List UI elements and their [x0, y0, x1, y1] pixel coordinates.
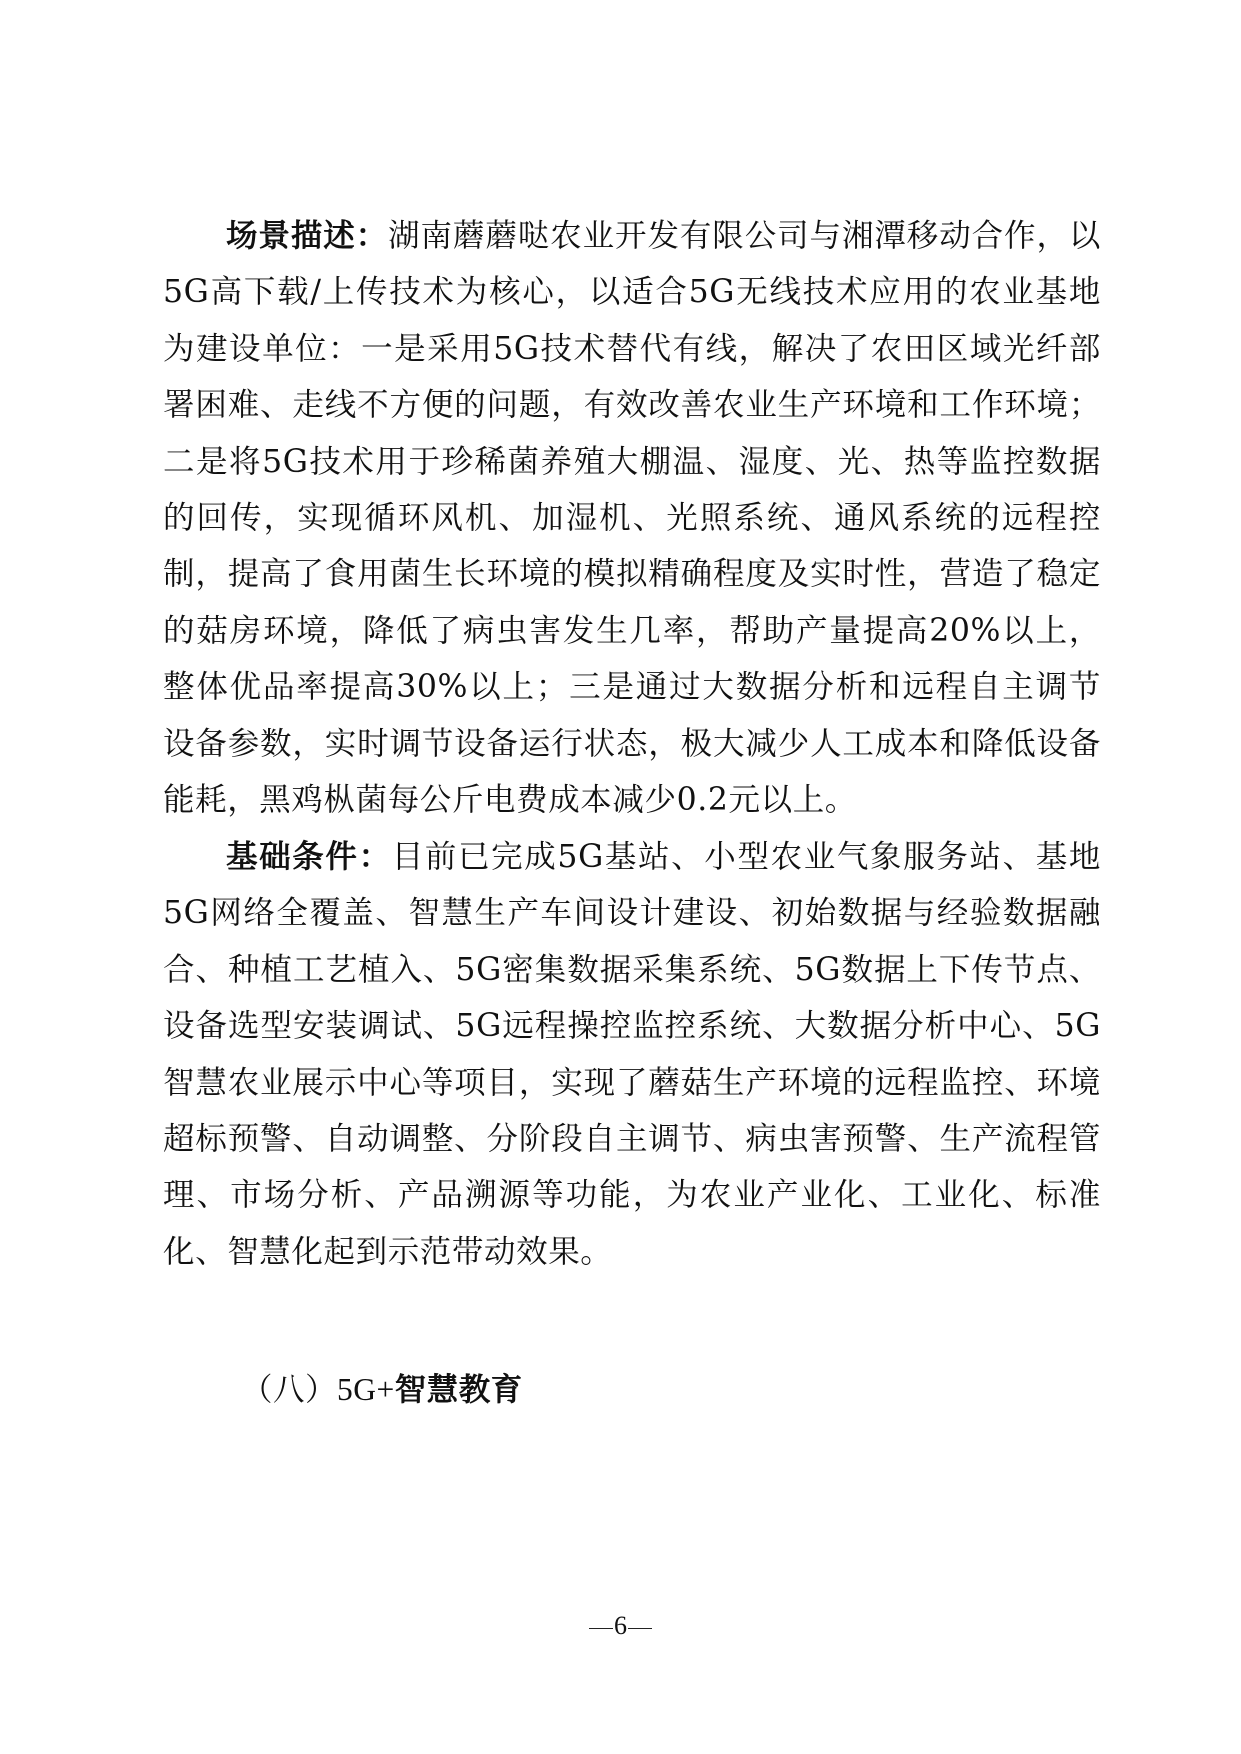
paragraph-text: 目前已完成5G基站、小型农业气象服务站、基地5G网络全覆盖、智慧生产车间设计建设、初始数据与经验数据融合、种植工艺植入、5G密集数据采集系统、5G数据上下传节点、设备选型安装调试、5G远程操控监控系统、大数据分析中心、5G智慧农业展示中心等项目，实现了蘑菇生产环境的远程监控、环境超标预警、自动调整、分阶段自主调节、病虫害预警、生产流程管理、市场分析、产品溯源等功能，为农业产业化、工业化、标准化、智慧化起到示范带动效果。 [163, 839, 1101, 1270]
page-number [0, 1606, 1241, 1646]
section-title-prefix: 5G+ [337, 1372, 395, 1407]
page-number-value: 6 [614, 1611, 627, 1640]
paragraph-label: 场景描述： [226, 217, 389, 254]
paragraph-scenario-description [163, 208, 1101, 828]
section-title: 智慧教育 [394, 1372, 523, 1408]
dash-left [589, 1628, 613, 1629]
paragraph-text: 湖南蘑蘑哒农业开发有限公司与湘潭移动合作，以5G高下载/上传技术为核心，以适合5G无线技术应用的农业基地为建设单位：一是采用5G技术替代有线，解决了农田区域光纤部署困难、走线不方便的问题，有效改善农业生产环境和工作环境；二是将5G技术用于珍稀菌养殖大棚温、湿度、光、热等监控数据的回传，实现循环风机、加湿机、光照系统、通风系统的远程控制，提高了食用菌生长环境的模拟精确程度及实时性，营造了稳定的菇房环境，降低了病虫害发生几率，帮助产量提高20%以上，整体优品率提高30%以上；三是通过大数据分析和远程自主调节设备参数，实时调节设备运行状态，极大减少人工成本和降低设备能耗，黑鸡枞菌每公斤电费成本减少0.2元以上。 [163, 218, 1101, 819]
dash-right [628, 1628, 652, 1629]
paragraph-basic-conditions [163, 829, 1101, 1280]
paragraph-label: 基础条件： [226, 838, 392, 875]
section-number: （八） [241, 1372, 338, 1407]
section-heading [241, 1362, 523, 1418]
